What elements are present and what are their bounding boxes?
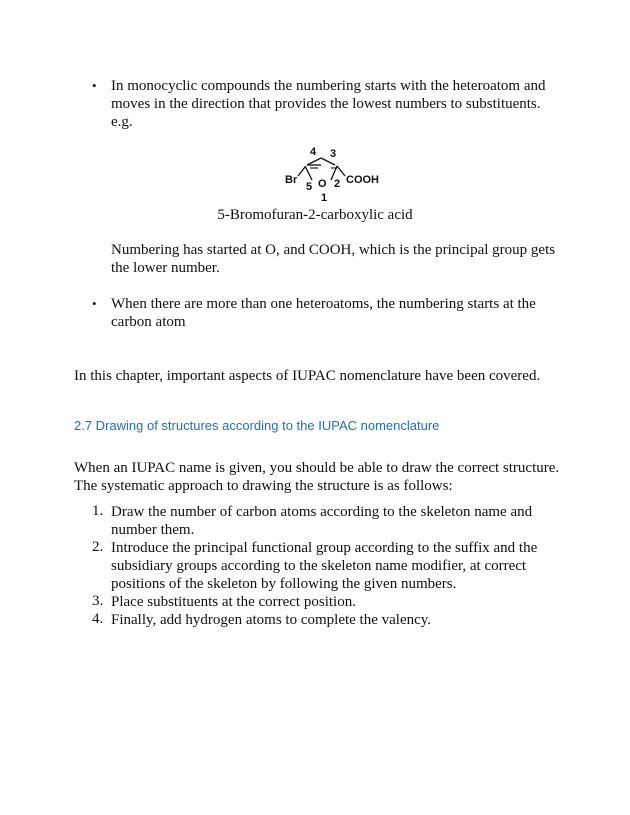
furan-structure-diagram [285,143,385,207]
step-4-number: 4. [92,611,104,627]
step-3-number: 3. [92,593,104,609]
cooh-label: COOH [346,174,379,186]
bond-c5-br [298,167,305,176]
atom-number-2: 2 [334,178,341,190]
atom-number-4: 4 [310,146,317,158]
bullet-icon: • [92,78,97,93]
note-line-2: the lower number. [111,260,220,276]
atom-number-1: 1 [321,192,328,204]
chapter-summary: In this chapter, important aspects of IUPAC nomenclature have been covered. [74,368,541,384]
bullet-2-line-1: When there are more than one heteroatoms, the numbering starts at the [111,296,536,312]
step-1-line-2: number them. [111,522,195,538]
bond-c4-c3 [307,158,321,165]
step-2-line-2: subsidiary groups according to the skeleton name modifier, at correct [111,558,527,574]
bullet-1-line-2: moves in the direction that provides the lowest numbers to substituents. [111,96,541,112]
step-4-line-1: Finally, add hydrogen atoms to complete the valency. [111,612,432,628]
bullet-icon: • [92,296,97,311]
step-3-line-1: Place substituents at the correct position. [111,594,356,610]
bullet-2-line-2: carbon atom [111,314,186,330]
bullet-1-line-3: e.g. [111,114,133,130]
step-2-number: 2. [92,539,104,555]
structure-caption: 5-Bromofuran-2-carboxylic acid [217,207,413,223]
bromine-label: Br [285,174,298,186]
bullet-1-line-1: In monocyclic compounds the numbering starts with the heteroatom and [111,78,546,94]
intro-line-1: When an IUPAC name is given, you should be able to draw the correct structure. [74,460,560,476]
step-2-line-3: positions of the skeleton by following the given numbers. [111,576,457,592]
atom-number-3: 3 [330,148,337,160]
section-heading: 2.7 Drawing of structures according to the IUPAC nomenclature [74,418,440,433]
atom-number-5: 5 [306,181,313,193]
oxygen-label: O [318,178,327,190]
note-line-1: Numbering has started at O, and COOH, which is the principal group gets [111,242,556,258]
intro-line-2: The systematic approach to drawing the structure is as follows: [74,478,453,494]
bond-c2-cooh [337,166,345,176]
step-1-line-1: Draw the number of carbon atoms according to the skeleton name and [111,504,533,520]
step-2-line-1: Introduce the principal functional group according to the suffix and the [111,540,538,556]
step-1-number: 1. [92,503,104,519]
